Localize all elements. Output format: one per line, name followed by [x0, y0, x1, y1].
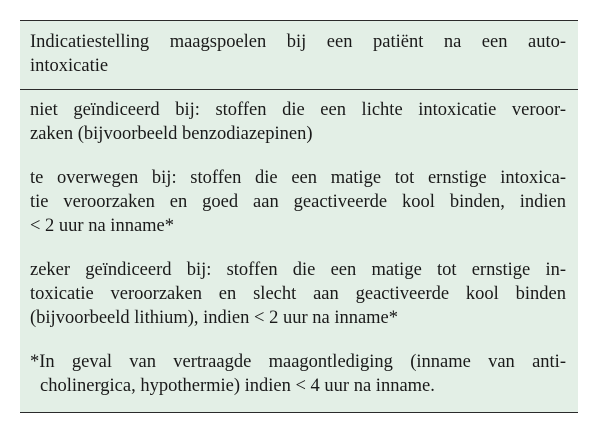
row-indicated-line-1: zeker geïndiceerd bij: stoffen die een matige tot ernstige in- [30, 260, 566, 280]
row-not-indicated-line-2: zaken (bijvoorbeeld benzodiazepinen) [30, 124, 313, 144]
row-consider-line-2: tie veroorzaken en goed aan geactiveerde kool binden, indien [30, 192, 566, 212]
footnote-line-2: cholinergica, hypothermie) indien < 4 uur na inname. [40, 376, 435, 396]
row-not-indicated-line-1: niet geïndiceerd bij: stoffen die een lichte intoxicatie veroor- [30, 100, 566, 120]
row-consider-line-3: < 2 uur na inname* [30, 216, 175, 236]
row-consider-line-1: te overwegen bij: stoffen die een matige tot ernstige intoxica- [30, 168, 566, 188]
header-line-1: Indicatiestelling maagspoelen bij een patiënt na een auto- [30, 32, 566, 52]
indication-table [20, 20, 578, 413]
header-line-2: intoxicatie [30, 56, 109, 76]
row-indicated-line-2: toxicatie veroorzaken en slecht aan geactiveerde kool binden [30, 284, 566, 304]
row-indicated-line-3: (bijvoorbeeld lithium), indien < 2 uur na inname* [30, 308, 399, 328]
table-header [20, 21, 578, 90]
footnote-line-1: *In geval van vertraagde maagontlediging (inname van anti- [30, 352, 566, 372]
